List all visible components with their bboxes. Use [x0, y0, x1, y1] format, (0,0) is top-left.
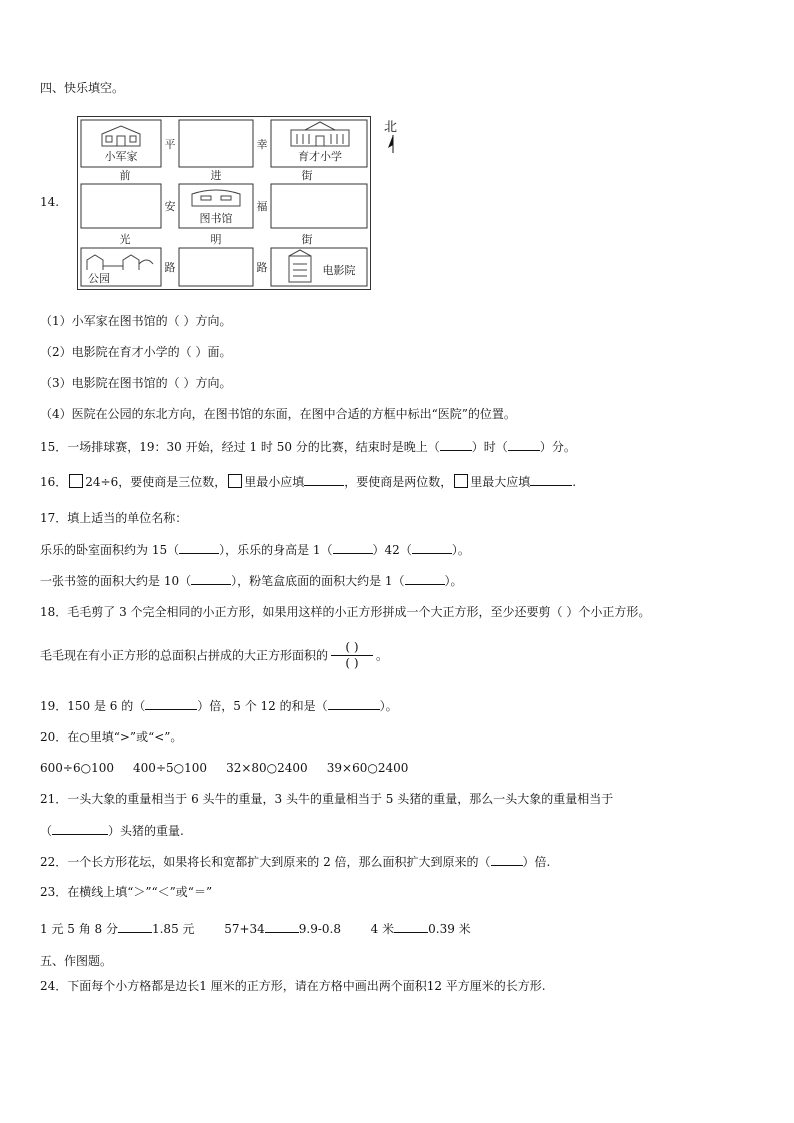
q23-title: 23．在横线上填“＞”“＜”或“＝”	[40, 885, 213, 899]
q23-item1-left: 1 元 5 角 8 分	[40, 922, 118, 936]
q22-text-b: ）倍.	[522, 855, 551, 869]
q24: 24．下面每个小方格都是边长1 厘米的正方形，请在方格中画出两个面积12 平方厘米的长方形.	[40, 979, 546, 993]
q19-blank-2[interactable]	[328, 697, 380, 710]
q20-items: 600÷6○100 400÷5○100 32×80○2400 39×60○2400	[40, 761, 409, 775]
q17-blank-4[interactable]	[191, 572, 231, 585]
q17-l1-text-d: ）。	[451, 543, 470, 557]
street-top-3: 街	[301, 169, 313, 182]
street-top-2: 进	[210, 169, 222, 182]
q16	[40, 473, 576, 490]
q20-title: 20．在○里填“>”或“<”。	[40, 730, 183, 744]
q22	[40, 853, 550, 870]
road-left-bottom: 路	[164, 261, 176, 274]
q19-text-b: ）倍，5 个 12 的和是（	[197, 699, 328, 713]
q23-item3-left: 4 米	[370, 922, 395, 936]
q16-text-b: 里最小应填	[244, 475, 305, 489]
q17-blank-3[interactable]	[412, 541, 452, 554]
street-bottom-2: 明	[210, 233, 222, 246]
q21-blank[interactable]	[52, 822, 108, 835]
q16-text-c: ，要使商是两位数，	[344, 475, 453, 489]
section-five-title: 五、作图题。	[40, 954, 113, 968]
q17-line2	[40, 572, 463, 589]
q16-text-a: 24÷6，要使商是三位数，	[85, 475, 227, 489]
q16-box-3	[454, 474, 468, 488]
q16-number: 16．	[40, 475, 68, 489]
q15	[40, 438, 576, 455]
q15-text-b: ）时（	[471, 440, 508, 454]
q17-l2-text-b: ），粉笔盒底面的面积大约是 1（	[231, 574, 405, 588]
block-mid-right	[271, 184, 367, 228]
street-map	[77, 116, 371, 290]
north-label: 北	[384, 120, 398, 135]
q23-item3-right: 0.39 米	[428, 922, 471, 936]
q14-number: 14.	[40, 195, 60, 209]
q18-fraction-denominator[interactable]: ( )	[345, 656, 359, 670]
q15-text-a: 15．一场排球赛，19：30 开始，经过 1 时 50 分的比赛，结束时是晚上（	[40, 440, 440, 454]
label-home: 小军家	[104, 150, 138, 163]
q18-line1: 18．毛毛剪了 3 个完全相同的小正方形，如果用这样的小正方形拼成一个大正方形，至少还要剪（ ）个小正方形。	[40, 605, 651, 619]
q15-blank-hour[interactable]	[440, 438, 472, 451]
q23-items	[40, 920, 471, 937]
q22-text-a: 22．一个长方形花坛，如果将长和宽都扩大到原来的 2 倍，那么面积扩大到原来的（	[40, 855, 491, 869]
q21-text-a: （	[40, 824, 53, 838]
q16-box-1	[69, 474, 83, 488]
q19	[40, 697, 398, 714]
block-bottom-middle	[179, 248, 253, 286]
street-bottom-1: 光	[119, 233, 131, 246]
q15-text-c: ）分。	[539, 440, 576, 454]
q17-l2-text-c: ）。	[444, 574, 463, 588]
q14-sub2: （2）电影院在育才小学的（ ）面。	[40, 345, 232, 359]
q19-text-c: ）。	[379, 699, 398, 713]
q18-line2	[40, 637, 388, 673]
q19-text-a: 19．150 是 6 的（	[40, 699, 146, 713]
q23-item2-right: 9.9-0.8	[298, 922, 342, 936]
q18-fraction	[331, 640, 373, 671]
q14-sub4: （4）医院在公园的东北方向，在图书馆的东面，在图中合适的方框中标出“医院”的位置。	[40, 407, 516, 421]
q18-l2-end: 。	[376, 648, 389, 663]
q16-blank-min[interactable]	[304, 473, 344, 486]
section-four-title: 四、快乐填空。	[40, 81, 125, 95]
q16-blank-max[interactable]	[530, 473, 572, 486]
label-library: 图书馆	[199, 212, 233, 225]
q17-l1-text-c: ）42（	[372, 543, 412, 557]
street-top-1: 前	[119, 169, 131, 182]
q16-text-e: .	[572, 475, 577, 489]
north-indicator	[384, 116, 408, 156]
q14-sub1: （1）小军家在图书馆的（ ）方向。	[40, 314, 232, 328]
block-top-middle	[179, 120, 253, 167]
q17-l1-text-a: 乐乐的卧室面积约为 15（	[40, 543, 180, 557]
q17-blank-5[interactable]	[405, 572, 445, 585]
label-school: 育才小学	[298, 150, 342, 163]
q22-blank[interactable]	[491, 853, 523, 866]
road-left-top: 平	[164, 138, 176, 151]
q21-line1: 21．一头大象的重量相当于 6 头牛的重量，3 头牛的重量相当于 5 头猪的重量，那么一头大象的重量相当于	[40, 792, 614, 806]
q23-blank-2[interactable]	[265, 920, 299, 933]
q23-item2-left: 57+34	[224, 922, 265, 936]
q23-blank-1[interactable]	[118, 920, 152, 933]
q17-blank-2[interactable]	[333, 541, 373, 554]
q15-blank-minute[interactable]	[508, 438, 540, 451]
q17-blank-1[interactable]	[179, 541, 219, 554]
q18-fraction-numerator[interactable]: ( )	[345, 640, 359, 654]
q21-line2	[40, 822, 184, 839]
q17-l2-text-a: 一张书签的面积大约是 10（	[40, 574, 192, 588]
q17-title: 17．填上适当的单位名称：	[40, 511, 188, 525]
q23-item1-right: 1.85 元	[151, 922, 195, 936]
q16-box-2	[228, 474, 242, 488]
road-right-bottom: 路	[256, 261, 268, 274]
q23-blank-3[interactable]	[394, 920, 428, 933]
road-left-mid: 安	[164, 200, 176, 213]
q18-l2-text: 毛毛现在有小正方形的总面积占拼成的大正方形面积的	[40, 648, 329, 663]
street-bottom-3: 街	[301, 233, 313, 246]
q17-l1-text-b: ），乐乐的身高是 1（	[219, 543, 333, 557]
road-right-mid: 福	[256, 200, 268, 213]
block-mid-left	[81, 184, 161, 228]
label-cinema: 电影院	[322, 264, 356, 277]
q19-blank-1[interactable]	[145, 697, 197, 710]
road-right-top: 幸	[256, 138, 268, 151]
north-arrow-icon	[386, 134, 400, 154]
q16-text-d: 里最大应填	[470, 475, 531, 489]
q17-line1	[40, 541, 470, 558]
label-park: 公园	[88, 272, 110, 285]
q21-text-b: ）头猪的重量.	[108, 824, 184, 838]
q14-sub3: （3）电影院在图书馆的（ ）方向。	[40, 376, 232, 390]
